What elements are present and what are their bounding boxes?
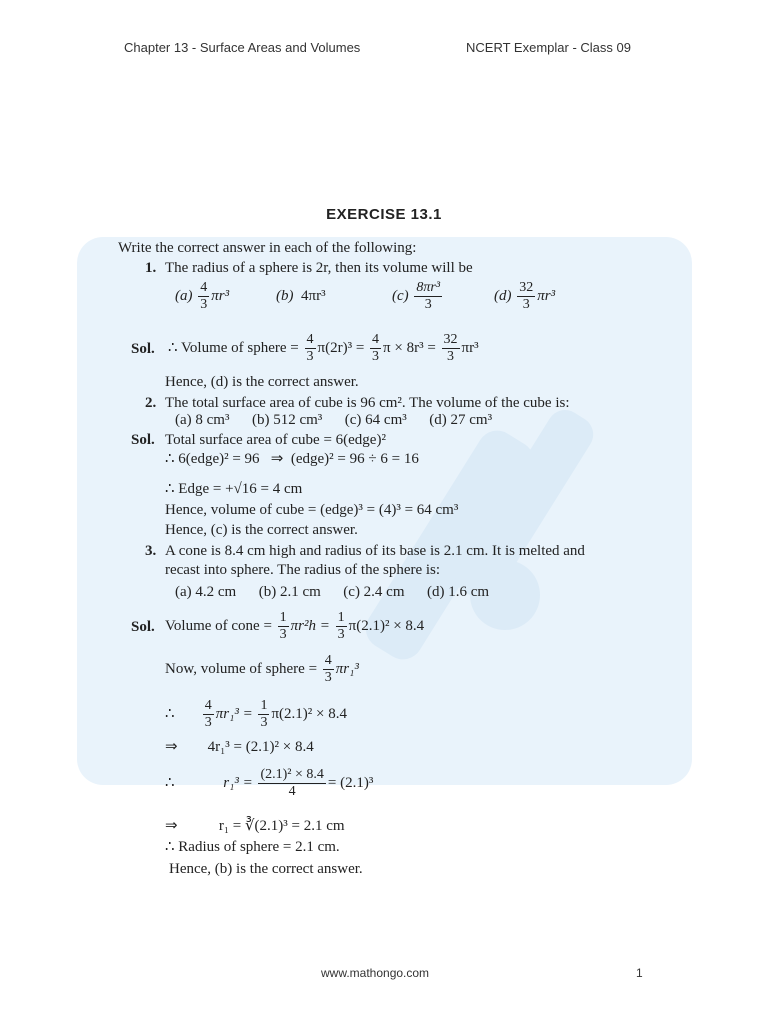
q2-sol-line3: ∴ Edge = +√16 = 4 cm — [165, 481, 303, 497]
q3-answer: Hence, (b) is the correct answer. — [169, 861, 363, 877]
q2-options: (a) 8 cm³ (b) 512 cm³ (c) 64 cm³ (d) 27 cm³ — [175, 412, 493, 428]
q3-text-line2: recast into sphere. The radius of the sphere is: — [165, 562, 441, 578]
q3-sol-line2: Now, volume of sphere = $\frac{4}{3}$ πr₁³ — [165, 653, 359, 686]
footer-page-number: 1 — [636, 966, 643, 980]
q3-sol-line7: ∴ Radius of sphere = 2.1 cm. — [165, 839, 340, 855]
q3-text-line1: A cone is 8.4 cm high and radius of its base is 2.1 cm. It is melted and — [165, 543, 585, 559]
q3-sol-label: Sol. — [131, 619, 155, 635]
q1-text: The radius of a sphere is 2r, then its volume will be — [165, 260, 473, 276]
q1-answer: Hence, (d) is the correct answer. — [165, 374, 359, 390]
q3-sol-line3: ∴ $\frac{4}{3}$ πr₁³ = $\frac{1}{3}$ π(2.1)² × 8.4 — [165, 698, 348, 731]
q3-options: (a) 4.2 cm (b) 2.1 cm (c) 2.4 cm (d) 1.6 cm — [175, 584, 490, 600]
q1-option-d: (d) $\frac{32}{3}$ πr³ — [494, 280, 556, 313]
q2-answer: Hence, (c) is the correct answer. — [165, 522, 358, 538]
q1-option-c: (c) $\frac{\text{8πr³}}{3}$ — [392, 280, 441, 313]
q1-number: 1. — [145, 260, 157, 276]
q1-option-a: (a) $\frac{4}{3}$ πr³ — [175, 280, 230, 313]
q2-sol-label: Sol. — [131, 432, 155, 448]
q3-number: 3. — [145, 543, 157, 559]
q2-sol-line2: ∴ 6(edge)² = 96 ⇒ (edge)² = 96 ÷ 6 = 16 — [165, 451, 419, 467]
q3-sol-line5: ∴ r₁³ = $\frac{\text{(2.1)² × 8.4}}{4}$ = (2.1)³ — [165, 767, 374, 800]
q1-sol-label: Sol. — [131, 341, 155, 357]
exercise-title: EXERCISE 13.1 — [326, 206, 442, 223]
q3-sol-line4: ⇒ 4r₁³ = (2.1)² × 8.4 — [165, 739, 314, 755]
intro-text: Write the correct answer in each of the following: — [118, 240, 417, 256]
q2-sol-line1: Total surface area of cube = 6(edge)² — [165, 432, 386, 448]
q2-sol-line4: Hence, volume of cube = (edge)³ = (4)³ = 64 cm³ — [165, 502, 459, 518]
header-class: NCERT Exemplar - Class 09 — [466, 40, 631, 55]
q3-sol-line1: Volume of cone = $\frac{1}{3}$ πr²h = $\frac{1}{3}$ π(2.1)² × 8.4 — [165, 610, 425, 643]
q3-sol-line6: ⇒ r₁ = ∛(2.1)³ = 2.1 cm — [165, 818, 345, 834]
footer-url: www.mathongo.com — [321, 966, 430, 980]
q2-number: 2. — [145, 395, 157, 411]
q2-text: The total surface area of cube is 96 cm². The volume of the cube is: — [165, 395, 570, 411]
header-chapter: Chapter 13 - Surface Areas and Volumes — [124, 40, 361, 55]
q1-option-b: (b) 4πr³ — [276, 288, 326, 304]
q1-solution: ∴ Volume of sphere = $\frac{4}{3}$ π(2r)³ = $\frac{4}{3}$ π × 8r³ = $\frac{32}{3}$ πr³ — [168, 332, 479, 365]
